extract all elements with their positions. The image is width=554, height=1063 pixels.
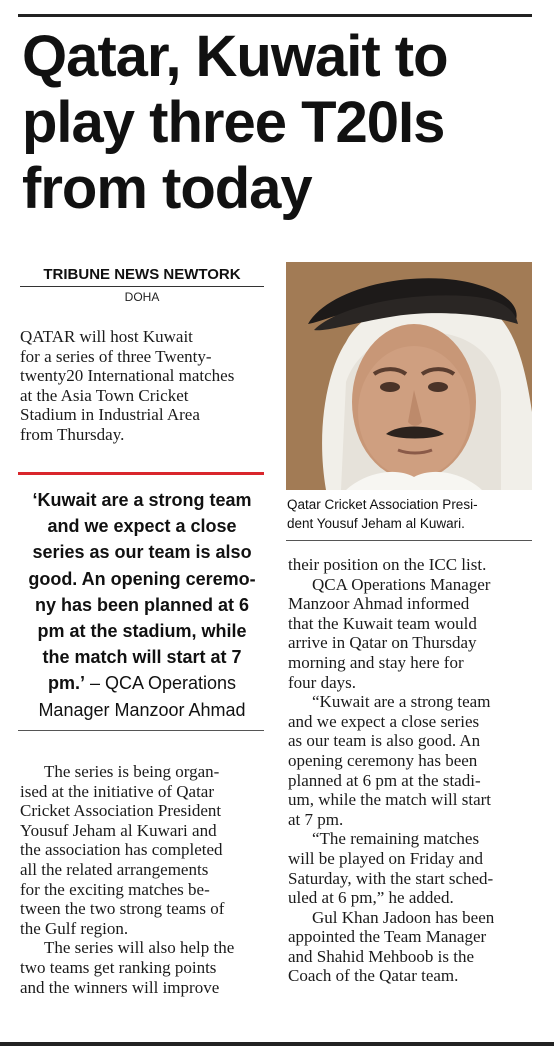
body-line: Gul Khan Jadoon has been — [312, 907, 495, 927]
intro-line: at the Asia Town Cricket — [20, 385, 189, 405]
body-line: four days. — [288, 672, 356, 692]
left-column-body — [20, 762, 264, 997]
pull-quote-attribution: Manager Manzoor Ahmad — [38, 699, 246, 720]
body-line: “The remaining matches — [312, 829, 480, 849]
body-line: the Gulf region. — [20, 918, 129, 938]
headline-line: Qatar, Kuwait to — [22, 24, 448, 89]
headline-line: play three T20Is — [22, 90, 445, 155]
body-line: and the winners will improve — [20, 977, 220, 997]
body-line: their position on the ICC list. — [288, 555, 487, 574]
pull-quote-line: ‘Kuwait are a strong team — [32, 490, 252, 510]
body-line: Manzoor Ahmad informed — [288, 594, 470, 614]
intro-line: QATAR will host Kuwait — [20, 327, 193, 346]
intro-line: Stadium in Industrial Area — [20, 405, 200, 425]
body-line: will be played on Friday and — [288, 848, 483, 868]
body-line: the association has completed — [20, 840, 223, 860]
body-line: Yousuf Jeham al Kuwari and — [20, 820, 217, 840]
body-line: ised at the initiative of Qatar — [20, 781, 215, 801]
headline-line: from today — [22, 156, 312, 221]
body-line: The series will also help the — [44, 938, 235, 958]
body-line: for the exciting matches be- — [20, 879, 210, 899]
president-photo — [286, 262, 532, 490]
pull-quote-attribution: – QCA Operations — [84, 673, 237, 694]
pull-quote-line: good. An opening ceremo- — [28, 568, 256, 589]
body-line: and we expect a close series — [288, 711, 480, 731]
pull-quote-line: pm.’ — [47, 673, 85, 694]
portrait-image — [286, 262, 532, 490]
pull-quote-bottom-rule — [18, 730, 264, 731]
body-line: appointed the Team Manager — [288, 927, 487, 947]
body-line: arrive in Qatar on Thursday — [288, 633, 477, 653]
pull-quote — [20, 487, 264, 723]
body-line: and Shahid Mehboob is the — [288, 946, 475, 966]
body-line: that the Kuwait team would — [288, 613, 477, 633]
body-line: two teams get ranking points — [20, 957, 217, 977]
pull-quote-line: ny has been planned at 6 — [34, 594, 250, 615]
body-line: tween the two strong teams of — [20, 899, 225, 919]
byline: TRIBUNE NEWS NEWTORK — [20, 266, 264, 287]
body-paragraph — [288, 908, 532, 986]
body-line: at 7 pm. — [288, 809, 344, 829]
right-column-body — [288, 555, 532, 986]
body-line: The series is being organ- — [44, 762, 220, 781]
body-line: morning and stay here for — [288, 652, 464, 672]
intro-line: from Thursday. — [20, 424, 125, 444]
headline — [22, 24, 542, 222]
body-paragraph — [288, 555, 532, 575]
body-paragraph — [20, 762, 264, 938]
caption-line: dent Yousuf Jeham al Kuwari. — [287, 516, 465, 531]
body-paragraph — [288, 575, 532, 693]
body-paragraph — [20, 938, 264, 997]
body-line: opening ceremony has been — [288, 750, 478, 770]
pull-quote-line: pm at the stadium, while — [37, 621, 247, 642]
pull-quote-line: and we expect a close — [47, 516, 237, 537]
caption-line: Qatar Cricket Association Presi- — [287, 497, 478, 512]
body-paragraph — [288, 829, 532, 907]
body-line: Cricket Association President — [20, 801, 222, 821]
pull-quote-last-line — [20, 670, 264, 696]
intro-paragraph — [20, 327, 264, 445]
body-line: uled at 6 pm,” he added. — [288, 888, 454, 908]
dateline: DOHA — [124, 290, 160, 304]
intro-line: twenty20 International matches — [20, 366, 235, 386]
intro-line: for a series of three Twenty- — [20, 346, 212, 366]
body-line: planned at 6 pm at the stadi- — [288, 770, 481, 790]
pull-quote-line: the match will start at 7 — [42, 647, 242, 668]
body-line: Coach of the Qatar team. — [288, 966, 459, 986]
bottom-rule — [0, 1042, 554, 1046]
pull-quote-line: series as our team is also — [32, 542, 252, 563]
body-line: QCA Operations Manager — [312, 574, 491, 594]
body-paragraph — [288, 692, 532, 829]
photo-caption — [287, 495, 533, 533]
body-line: as our team is also good. An — [288, 731, 481, 751]
top-rule — [18, 14, 532, 17]
body-line: Saturday, with the start sched- — [288, 868, 494, 888]
body-line: “Kuwait are a strong team — [312, 692, 491, 712]
pull-quote-rule — [18, 472, 264, 475]
body-line: all the related arrangements — [20, 859, 209, 879]
caption-rule — [286, 540, 532, 541]
body-line: um, while the match will start — [288, 790, 492, 810]
